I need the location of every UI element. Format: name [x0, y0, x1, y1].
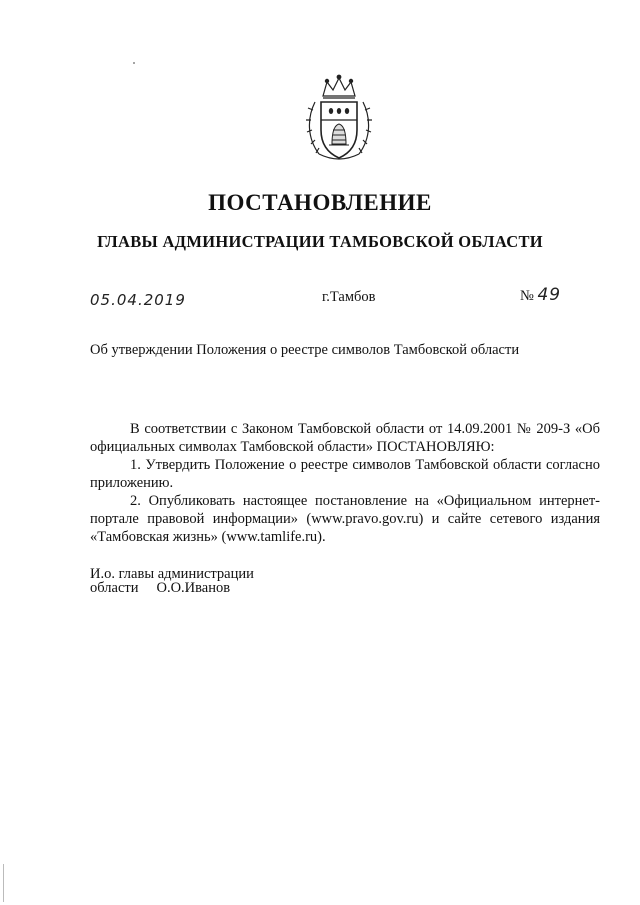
signature-position-cont: области — [90, 580, 139, 596]
signature-position: И.о. главы администрации — [90, 566, 254, 582]
document-number — [520, 285, 561, 305]
signature-line — [90, 581, 254, 595]
body-paragraph: 2. Опубликовать настоящее постановление на «Официальном интернет-портале правовой информации» (www.pravo.gov.ru) и сайте сетевого издания «Тамбовская жизнь» (www.tamlife.ru). — [90, 493, 600, 545]
tambov-coat-of-arms-icon — [303, 74, 375, 164]
document-title: ПОСТАНОВЛЕНИЕ — [208, 190, 432, 215]
body-paragraph: 1. Утвердить Положение о реестре символов Тамбовской области согласно приложению. — [90, 457, 600, 491]
document-subject: Об утверждении Положения о реестре символов Тамбовской области — [90, 342, 520, 358]
document-subtitle: ГЛАВЫ АДМИНИСТРАЦИИ ТАМБОВСКОЙ ОБЛАСТИ — [97, 232, 543, 251]
signatory-name: О.О.Иванов — [156, 580, 231, 596]
document-body — [90, 420, 600, 546]
document-date: 05.04.2019 — [90, 291, 186, 309]
scan-edge-mark — [3, 864, 4, 902]
signature-block — [90, 567, 254, 595]
scan-speck — [133, 62, 135, 64]
number-prefix: № — [520, 288, 534, 304]
number-value: 49 — [537, 285, 562, 305]
body-paragraph: В соответствии с Законом Тамбовской области от 14.09.2001 № 209-З «Об официальных символах Тамбовской области» ПОСТАНОВЛЯЮ: — [90, 421, 600, 455]
document-city: г.Тамбов — [322, 289, 376, 305]
